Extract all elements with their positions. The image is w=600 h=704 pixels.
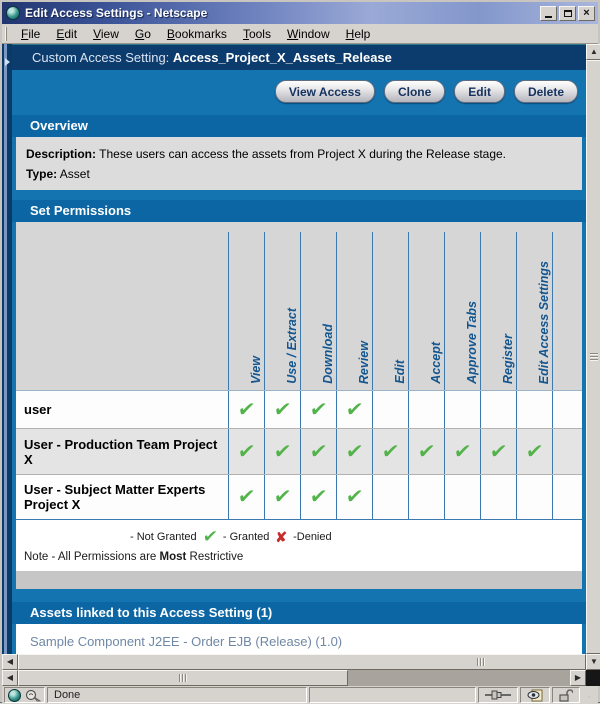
granted-check-icon: ✔ [453, 442, 473, 462]
permission-cell [408, 429, 444, 474]
granted-check-icon: ✔ [273, 487, 293, 507]
granted-check-icon: ✔ [237, 400, 257, 420]
granted-check-icon: ✔ [345, 400, 365, 420]
permission-cell [372, 391, 408, 428]
granted-check-icon: ✔ [237, 442, 257, 462]
granted-check-icon: ✔ [273, 442, 293, 462]
resize-grip-icon[interactable] [582, 689, 596, 703]
type-label: Type: [26, 167, 57, 181]
permissions-section-header: Set Permissions [12, 200, 586, 222]
permissions-rows [16, 390, 582, 520]
description-line [26, 144, 572, 164]
maximize-button[interactable] [559, 6, 576, 21]
delete-button[interactable]: Delete [514, 80, 578, 103]
column-label: View [250, 356, 263, 384]
menu-bar [2, 24, 598, 44]
permission-cell [516, 391, 552, 428]
menu-tools[interactable]: Tools [236, 25, 278, 43]
view-access-button[interactable]: View Access [275, 80, 375, 103]
permission-cell [372, 429, 408, 474]
netscape-logo-icon [6, 6, 20, 20]
menu-items [14, 25, 377, 43]
asset-link[interactable]: Sample Component J2EE - Order EJB (Release) (1.0) [30, 634, 342, 649]
online-plug-icon[interactable] [478, 687, 518, 703]
edit-button[interactable]: Edit [454, 80, 505, 103]
scrollbar-track[interactable] [348, 670, 570, 686]
status-bar [2, 686, 598, 704]
window-title: Edit Access Settings - Netscape [25, 6, 538, 20]
column-header-view [228, 232, 264, 390]
menu-help[interactable]: Help [339, 25, 378, 43]
assets-section-header: Assets linked to this Access Setting (1) [12, 602, 586, 624]
granted-check-icon: ✔ [309, 400, 329, 420]
type-value: Asset [60, 167, 90, 181]
scroll-up-button[interactable] [586, 44, 600, 60]
menu-bookmarks[interactable]: Bookmarks [160, 25, 234, 43]
menu-file[interactable]: File [14, 25, 47, 43]
permission-cell [444, 429, 480, 474]
description-label: Description: [26, 147, 96, 161]
thumb-grip-icon [477, 658, 485, 666]
scrollbar-corner [586, 670, 600, 686]
permission-filler-cell [552, 475, 582, 519]
granted-check-icon: ✔ [489, 442, 509, 462]
permission-cell [228, 429, 264, 474]
column-header-edit-access-settings [516, 232, 552, 390]
permission-cell [336, 391, 372, 428]
permission-cell [516, 475, 552, 519]
netscape-icon[interactable] [8, 689, 21, 702]
granted-check-icon: ✔ [345, 487, 365, 507]
outer-scroll-right-button[interactable] [570, 670, 586, 686]
status-text: Done [54, 689, 80, 701]
menu-window[interactable]: Window [280, 25, 337, 43]
column-header-download [300, 232, 336, 390]
vertical-scroll-thumb[interactable] [586, 60, 600, 654]
permission-cell [408, 391, 444, 428]
permissions-corner-cell [16, 232, 228, 390]
granted-check-icon: ✔ [525, 442, 545, 462]
close-button[interactable] [578, 6, 595, 21]
row-name: User - Subject Matter Experts Project X [16, 475, 228, 519]
column-label: Edit Access Settings [538, 261, 551, 384]
outer-scroll-left-button[interactable] [2, 670, 18, 686]
permission-cell [336, 429, 372, 474]
note-prefix: Note - All Permissions are [24, 551, 160, 563]
arrow-right-icon: ▶ [575, 674, 581, 682]
column-label: Download [322, 324, 335, 384]
column-header-accept [408, 232, 444, 390]
permission-cell [480, 475, 516, 519]
page-content [12, 44, 586, 654]
denied-x-icon: ✘ [275, 530, 287, 544]
page-title-label: Custom Access Setting: [32, 50, 169, 65]
content-viewport [2, 44, 586, 654]
granted-check-icon: ✔ [417, 442, 437, 462]
permissions-note [24, 551, 576, 563]
permission-cell [228, 475, 264, 519]
permission-cell [300, 429, 336, 474]
row-name: User - Production Team Project X [16, 429, 228, 474]
permission-cell [336, 475, 372, 519]
arrow-up-icon: ▲ [590, 48, 598, 56]
arrow-down-icon: ▼ [590, 658, 598, 666]
vertical-scrollbar[interactable] [586, 44, 600, 654]
column-label: Edit [394, 360, 407, 384]
permission-cell [264, 475, 300, 519]
permission-cell [480, 429, 516, 474]
legend-not-granted-label: - Not Granted [130, 531, 197, 543]
scroll-left-button[interactable] [2, 654, 18, 670]
permission-cell [300, 391, 336, 428]
granted-check-icon: ✔ [309, 487, 329, 507]
granted-check-icon: ✔ [345, 442, 365, 462]
sidebar-splitter[interactable] [4, 44, 7, 654]
sidebar-handle-icon[interactable] [5, 58, 10, 66]
permission-filler-cell [552, 429, 582, 474]
granted-check-icon: ✔ [273, 400, 293, 420]
permission-cell [228, 391, 264, 428]
permissions-panel-footer [16, 571, 582, 589]
sidebar-rail [2, 44, 12, 654]
component-bar-icon[interactable] [25, 689, 41, 702]
permissions-table [16, 222, 582, 589]
permission-cell [480, 391, 516, 428]
access-setting-name: Access_Project_X_Assets_Release [173, 50, 392, 65]
granted-check-icon: ✔ [201, 528, 218, 545]
legend-granted-label: - Granted [223, 531, 269, 543]
component-bar [4, 687, 45, 703]
scroll-down-button[interactable] [586, 654, 600, 670]
menu-go[interactable]: Go [128, 25, 158, 43]
close-icon: × [583, 8, 589, 19]
arrow-left-icon: ◀ [7, 658, 13, 666]
permission-cell [300, 475, 336, 519]
permissions-header-row [16, 222, 582, 390]
overview-panel [16, 137, 582, 190]
column-label: Approve Tabs [466, 301, 479, 384]
granted-check-icon: ✔ [381, 442, 401, 462]
legend-line [130, 528, 576, 545]
column-header-review [336, 232, 372, 390]
outer-horizontal-scrollbar[interactable] [2, 670, 600, 686]
menu-view[interactable]: View [86, 25, 126, 43]
assets-panel [16, 624, 582, 654]
clone-button[interactable]: Clone [384, 80, 445, 103]
column-label: Accept [430, 342, 443, 384]
column-header-approve-tabs [444, 232, 480, 390]
permission-cell [444, 391, 480, 428]
note-suffix: Restrictive [186, 551, 243, 563]
permission-cell [264, 429, 300, 474]
minimize-icon [545, 16, 552, 18]
column-label: Review [358, 341, 371, 384]
column-header-register [480, 232, 516, 390]
status-text-segment [47, 687, 307, 703]
legend-denied-label: -Denied [293, 531, 332, 543]
permission-row-user-subject-matter-experts-project-x [16, 474, 582, 520]
type-line [26, 164, 572, 184]
description-value: These users can access the assets from Project X during the Release stage. [99, 147, 506, 161]
permission-row-user [16, 390, 582, 428]
page-title [12, 44, 586, 70]
column-header-use-extract [264, 232, 300, 390]
permission-cell [516, 429, 552, 474]
privacy-eye-icon[interactable] [520, 687, 550, 703]
inner-horizontal-scrollbar[interactable] [2, 654, 600, 670]
toolbar-grippy[interactable] [5, 27, 9, 41]
arrow-left-icon: ◀ [7, 674, 13, 682]
permission-cell [444, 475, 480, 519]
granted-check-icon: ✔ [237, 487, 257, 507]
column-label: Register [502, 334, 515, 384]
thumb-grip-icon [590, 353, 598, 361]
permission-cell [408, 475, 444, 519]
inner-horizontal-thumb[interactable] [18, 654, 586, 670]
row-name: user [16, 391, 228, 428]
permission-row-user-production-team-project-x [16, 428, 582, 474]
action-buttons [12, 80, 578, 104]
thumb-grip-icon [179, 674, 187, 682]
unlock-icon[interactable] [552, 687, 580, 703]
granted-check-icon: ✔ [309, 442, 329, 462]
permission-filler-cell [552, 391, 582, 428]
column-header-edit [372, 232, 408, 390]
menu-edit[interactable]: Edit [49, 25, 84, 43]
title-bar[interactable] [2, 2, 598, 24]
note-bold: Most [160, 551, 187, 563]
overview-section-header: Overview [12, 115, 586, 137]
column-label: Use / Extract [286, 308, 299, 384]
status-empty-segment [309, 687, 476, 703]
permission-cell [372, 475, 408, 519]
minimize-button[interactable] [540, 6, 557, 21]
permissions-filler-cell [552, 232, 582, 390]
permissions-legend [16, 520, 582, 571]
outer-horizontal-thumb[interactable] [18, 670, 348, 686]
maximize-icon [564, 10, 572, 17]
permission-cell [264, 391, 300, 428]
